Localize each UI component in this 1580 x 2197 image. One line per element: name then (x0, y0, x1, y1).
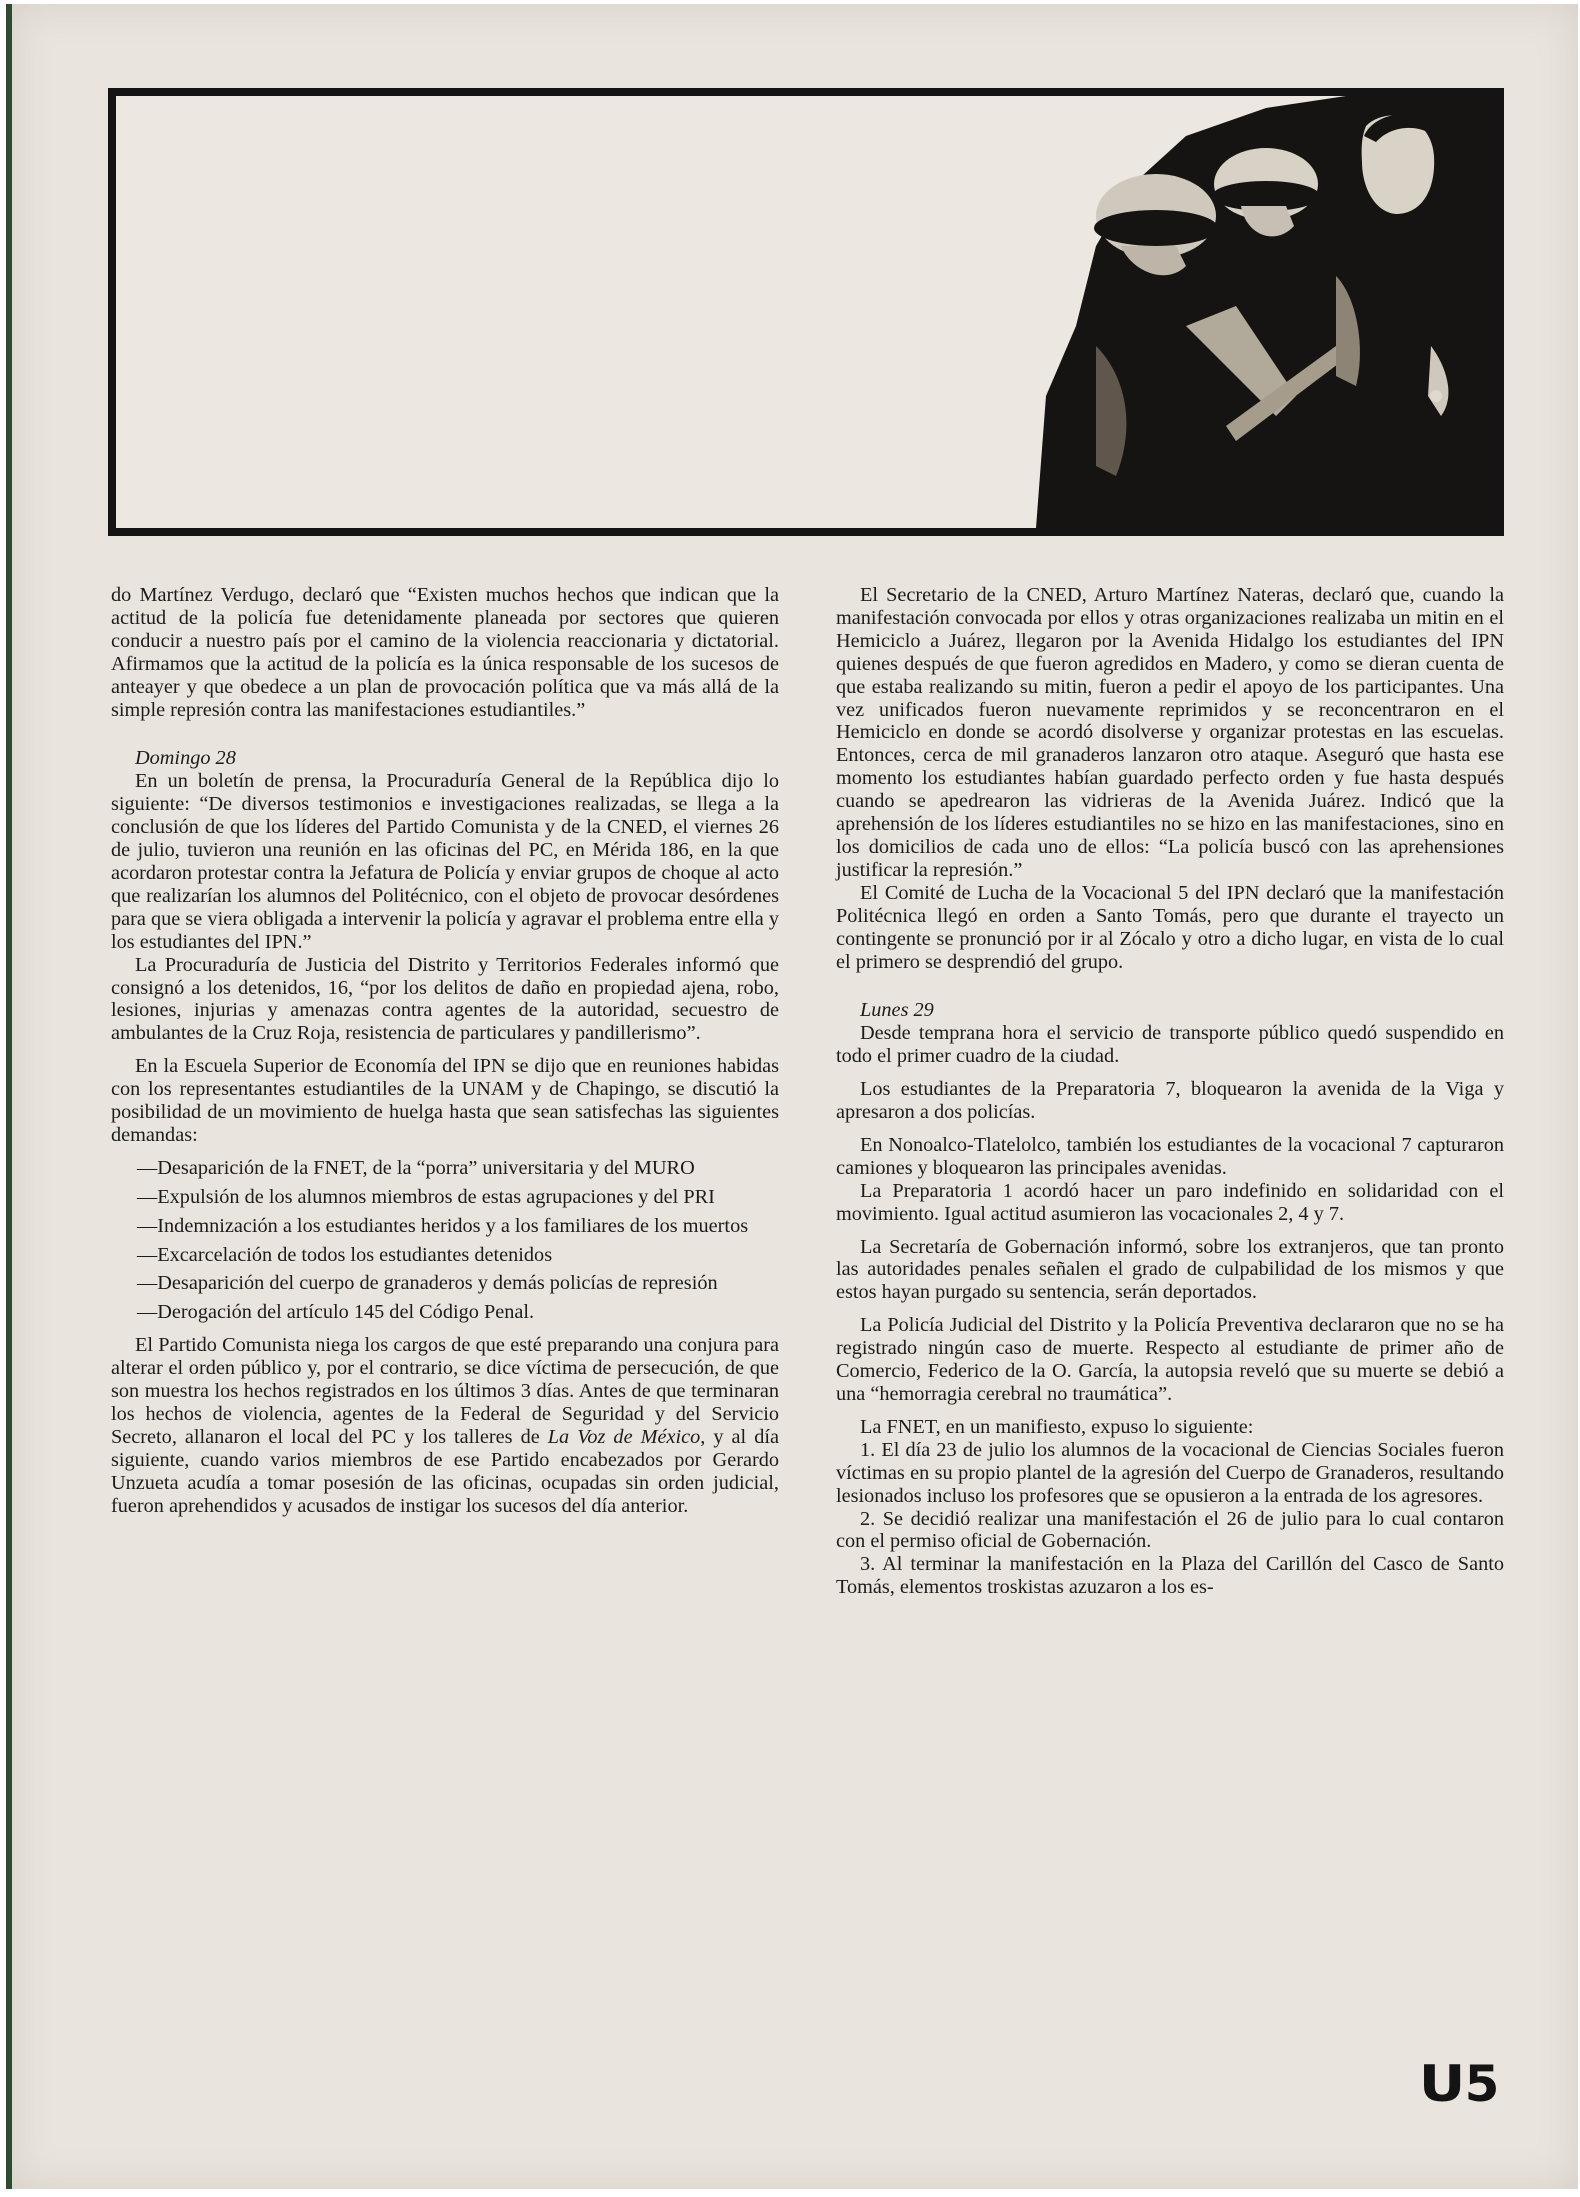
right-paragraph-9: La FNET, en un manifiesto, expuso lo siguiente: (860, 1415, 1254, 1438)
right-paragraph-2: El Comité de Lucha de la Vocacional 5 del IPN declaró que la manifestación Politécnica llegó en orden a Santo Tomás, pero que durante el trayecto un contingente se pronunció por ir al Zócalo y otro a dicho lugar, en vista de lo cual el primero se desprendió del grupo. (836, 881, 1504, 973)
right-paragraph-10: 1. El día 23 de julio los alumnos de la vocacional de Ciencias Sociales fueron víctimas en su propio plantel de la agresión del Cuerpo de Granaderos, resultando lesionados incluso los profesores que se opusieron a la entrada de los agresores. (836, 1438, 1504, 1507)
right-paragraph-8: La Policía Judicial del Distrito y la Policía Preventiva declararon que no se ha registrado ningún caso de muerte. Respecto al estudiante de primer año de Comercio, Federico de la O. García, la autopsia reveló que su muerte se debió a una “hemorragia cerebral no traumática”. (836, 1314, 1504, 1405)
right-paragraph-7: La Secretaría de Gobernación informó, sobre los extranjeros, que tan pronto las autoridades penales señalen el grado de culpabilidad de los mismos y que estos hayan purgado su sentencia, serán deportados. (836, 1235, 1504, 1304)
right-paragraph-1: El Secretario de la CNED, Arturo Martínez Nateras, declaró que, cuando la manifestación convocada por ellos y otras organizaciones realizaba un mitin en el Hemiciclo a Juárez, llegaron por la Avenida Hidalgo los estudiantes del IPN quienes después de que fueron agredidos en Madero, y como se dieran cuenta de que estaba realizando su mitin, fueron a pedir el apoyo de los participantes. Una vez unificados fueron nuevamente reprimidos y se reconcentraron en el Hemiciclo en donde se acordó disolverse y organizar protestas en las escuelas. Entonces, cerca de mil granaderos lanzaron otro ataque. Aseguró que hasta ese momento los estudiantes habían guardado perfecto orden y fue hasta después cuando se apedrearon las vidrieras de la Avenida Juárez. Indicó que la aprehensión de los líderes estudiantiles no se hizo en las manifestaciones, sino en los domicilios de cada uno de ellos: “La policía buscó con las aprehensiones justificar la represión.” (836, 584, 1504, 881)
magazine-logo-letter: U (1418, 2055, 1468, 2113)
date-heading-domingo: Domingo 28 (135, 747, 236, 770)
right-paragraph-3: Desde temprana hora el servicio de transporte público quedó suspendido en todo el primer cuadro de la ciudad. (836, 1022, 1504, 1068)
demand-item: —Expulsión de los alumnos miembros de estas agrupaciones y del PRI (137, 1185, 715, 1208)
page-footer (1418, 2055, 1502, 2113)
right-paragraph-4: Los estudiantes de la Preparatoria 7, bloquearon la avenida de la Viga y apresaron a dos policías. (836, 1078, 1504, 1124)
right-paragraph-6: La Preparatoria 1 acordó hacer un paro indefinido en solidaridad con el movimiento. Igual actitud asumieron las vocacionales 2, 4 y 7. (836, 1179, 1504, 1225)
right-column (836, 584, 1504, 1599)
left-paragraph-4: En la Escuela Superior de Economía del IPN se dijo que en reuniones habidas con los representantes estudiantiles de la UNAM y de Chapingo, se discutió la posibilidad de un movimiento de huelga hasta que sean satisfechas las siguientes demandas: (111, 1055, 779, 1146)
left-paragraph-5 (111, 1334, 779, 1517)
protest-photo-image (1036, 96, 1496, 528)
page-number: 5 (1464, 2055, 1502, 2113)
right-paragraph-11: 2. Se decidió realizar una manifestación el 26 de julio para lo cual contaron con el permiso oficial de Gobernación. (836, 1507, 1504, 1553)
date-heading-lunes: Lunes 29 (860, 999, 934, 1022)
header-photo-frame (108, 88, 1504, 536)
left-paragraph-5-part-a: El Partido Comunista niega los cargos de que esté preparando una conjura para alterar el orden público y, por el contrario, se dice víctima de persecución, de que son muestra los hechos registrados en los últimos 3 días. Antes de que terminaran los hechos de violencia, agentes de la Federal de Seguridad y del Servicio Secreto, allanaron el local del PC y los talleres de (111, 1334, 779, 1448)
left-paragraph-1: do Martínez Verdugo, declaró que “Existen muchos hechos que indican que la actitud de la policía fue detenidamente planeada por sectores que quieren conducir a nuestro país por el camino de la violencia reaccionaria y dictatorial. Afirmamos que la actitud de la policía es la única responsable de los sucesos de anteayer y que obedece a un plan de provocación política que va más allá de la simple represión contra las manifestaciones estudiantiles.” (111, 584, 779, 721)
left-paragraph-2: En un boletín de prensa, la Procuraduría General de la República dijo lo siguiente: “De diversos testimonios e investigaciones realizadas, se llega a la conclusión de que los líderes del Partido Comunista y de la CNED, el viernes 26 de julio, tuvieron una reunión en las oficinas del PC, en Mérida 186, en la que acordaron protestar contra la Jefatura de Policía y enviar grupos de choque al acto que realizarían los alumnos del Politécnico, con el objeto de provocar desórdenes para que se viera obligada a intervenir la policía y agravar el problema entre ella y los estudiantes del IPN.” (111, 770, 779, 953)
demand-item: —Derogación del artículo 145 del Código Penal. (137, 1301, 535, 1324)
demand-item: —Indemnización a los estudiantes heridos y a los familiares de los muertos (137, 1214, 749, 1237)
magazine-page (6, 4, 1578, 2189)
left-column (111, 584, 779, 1518)
demand-item: —Desaparición del cuerpo de granaderos y demás policías de represión (137, 1272, 718, 1295)
right-paragraph-5: En Nonoalco-Tlatelolco, también los estudiantes de la vocacional 7 capturaron camiones y bloquearon las principales avenidas. (836, 1133, 1504, 1179)
demand-item: —Excarcelación de todos los estudiantes detenidos (137, 1243, 553, 1266)
newspaper-title: La Voz de México (547, 1425, 701, 1448)
left-paragraph-3: La Procuraduría de Justicia del Distrito y Territorios Federales informó que consignó a los detenidos, 16, “por los delitos de daño en propiedad ajena, robo, lesiones, injurias y amenazas contra agentes de la autoridad, secuestro de ambulantes de la Cruz Roja, resistencia de particulares y pandillerismo”. (111, 953, 779, 1045)
left-paragraph-5-part-b: , y al día siguiente, cuando varios miembros de ese Partido encabezados por Gerardo Unzueta acudía a tomar posesión de las oficinas, ocupadas sin orden judicial, fueron aprehendidos y acusados de instigar los sucesos del día anterior. (111, 1425, 779, 1517)
right-paragraph-12: 3. Al terminar la manifestación en la Plaza del Carillón del Casco de Santo Tomás, elementos troskistas azuzaron a los es- (836, 1553, 1504, 1599)
demands-list (111, 1157, 779, 1324)
demand-item: —Desaparición de la FNET, de la “porra” universitaria y del MURO (137, 1156, 695, 1179)
